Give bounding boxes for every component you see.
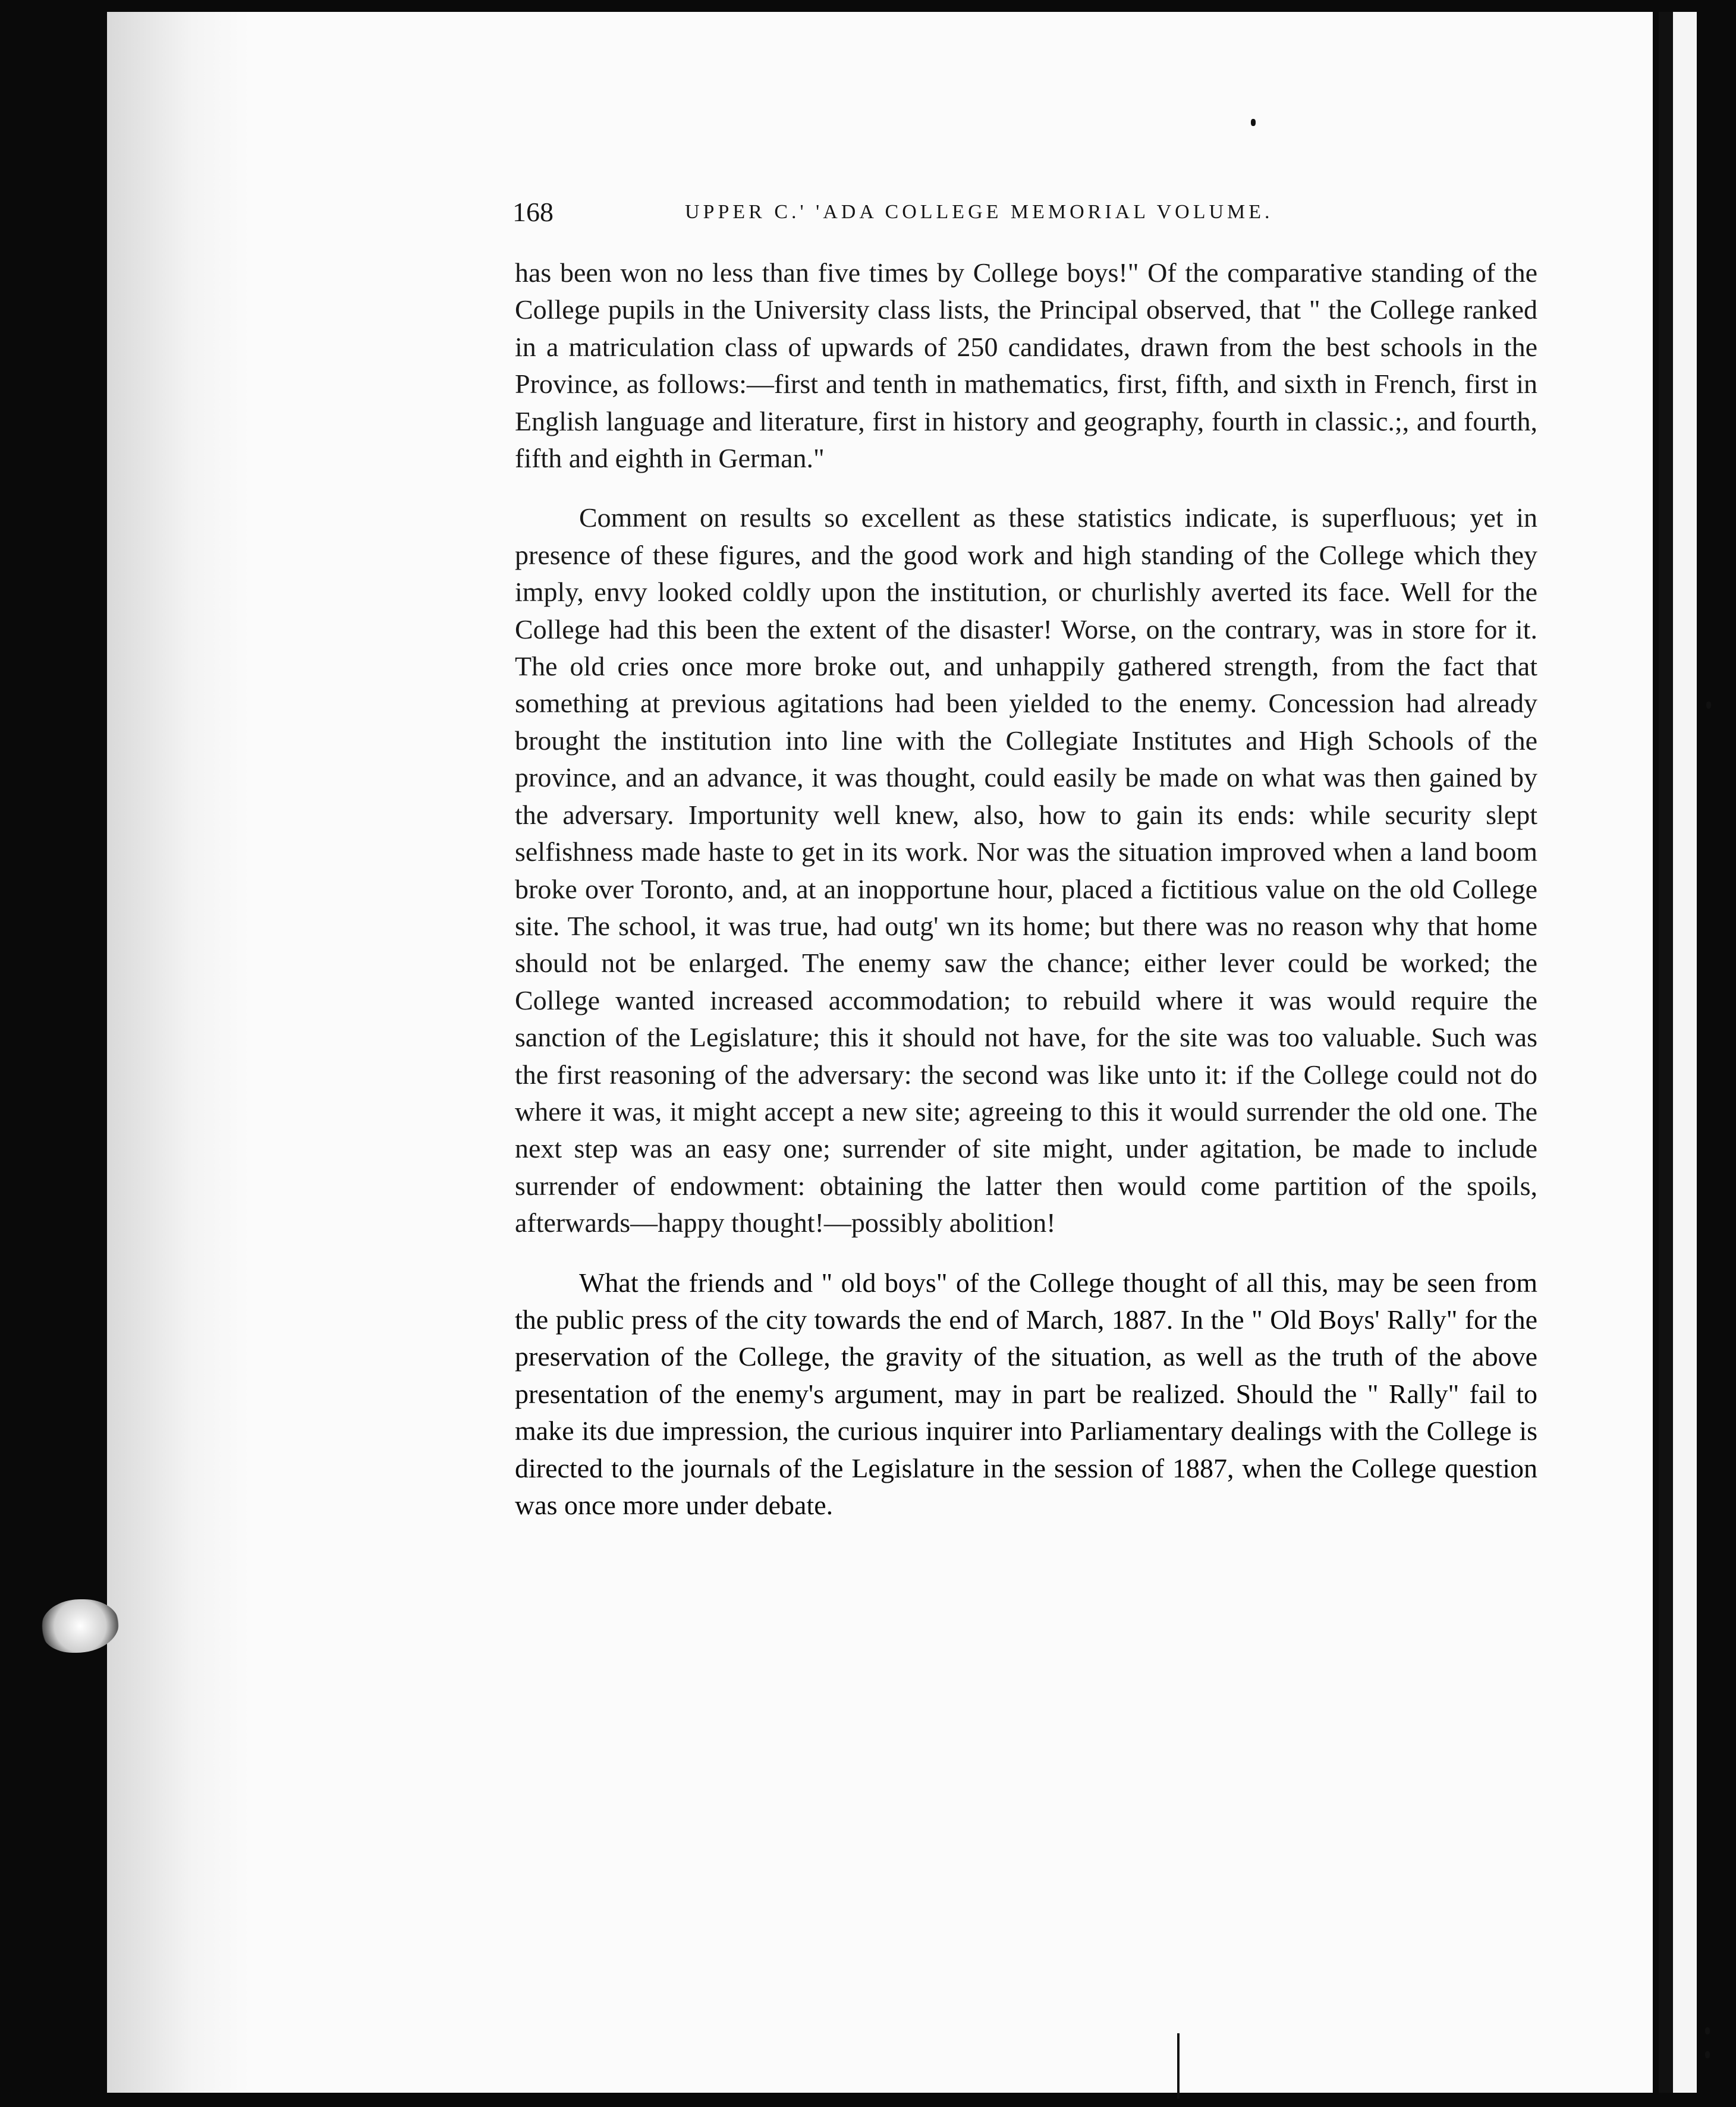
ink-speck [1705, 2027, 1710, 2034]
running-head: UPPER C.' 'ADA COLLEGE MEMORIAL VOLUME. [685, 201, 1273, 223]
page-gutter-shadow [107, 12, 250, 2093]
body-text [515, 254, 1537, 1546]
paragraph-3: What the friends and " old boys" of the College thought of all this, may be seen from the public press of the city towards the end of March, 1887. In the " Old Boys' Rally" for the preservation of the College, the gravity of the situation, as well as the truth of the above presentation of the enemy's argument, may in part be realized. Should the " Rally" fail to make its due impression, the curious inquirer into Parliamentary dealings with the College is directed to the journals of the Legislature in the session of 1887, when the College question was once more under debate. [515, 1267, 1537, 1520]
right-facing-page-edge [1673, 12, 1697, 2093]
ink-speck [1706, 702, 1711, 709]
paragraph-2: Comment on results so excellent as these statistics indicate, is superfluous; yet in presence of these figures, and the good work and high standing of the College which they imply, envy looked coldly upon the institution, or churlishly averted its face. Well for the College had this been the extent of the disaster! Worse, on the contrary, was in store for it. The old cries once more broke out, and unhappily gathered strength, from the fact that something at previous agitations had been yielded to the enemy. Concession had already brought the institution into line with the Collegiate Institutes and High Schools of the province, and an advance, it was thought, could easily be made on what was then gained by the adversary. Importunity well knew, also, how to gain its ends: while security slept selfishness made haste to get in its work. Nor was the situation improved when a land boom broke over Toronto, and, at an inopportune hour, placed a fictitious value on the old College site. The school, it was true, had outg' wn its home; but there was no reason why that home should not be enlarged. The enemy saw the chance; either lever could be worked; the College wanted increased accommodation; to rebuild where it was would require the sanction of the Legislature; this it should not have, for the site was too valuable. Such was the first reasoning of the adversary: the second was like unto it: if the College could not do where it was, it might accept a new site; agreeing to this it would surrender the old one. The next step was an easy one; surrender of site might, under agitation, be made to include surrender of endowment: obtaining the latter then would come partition of the spoils, afterwards—happy thought!—possibly abolition! [515, 502, 1537, 1238]
right-dark-strip [1659, 12, 1673, 2093]
page-header [512, 196, 1351, 232]
paragraph-1: has been won no less than five times by College boys!" Of the comparative standing of the College pupils in the University class lists, the Principal observed, that " the College ranked in a matriculation class of upwards of 250 candidates, drawn from the best schools in the Province, as follows:—first and tenth in mathematics, first, fifth, and sixth in French, first in English language and literature, first in history and geography, fourth in classic.;, and fourth, fifth and eighth in German." [515, 257, 1537, 474]
page-number: 168 [512, 197, 553, 227]
scan-line-mark [1177, 2033, 1180, 2099]
ink-speck [1705, 2051, 1710, 2058]
ink-speck [1251, 119, 1256, 126]
